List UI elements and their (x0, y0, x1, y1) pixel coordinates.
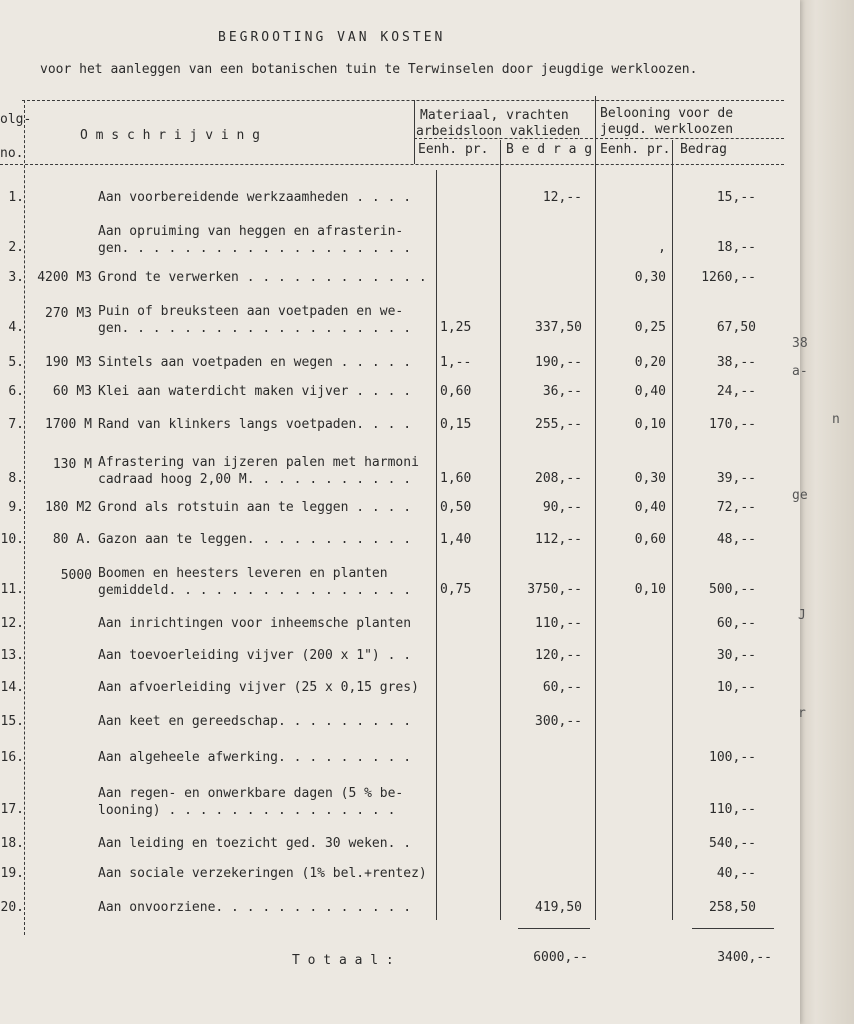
row-eenh-pr-materiaal: 1,25 (440, 320, 472, 335)
row-quantity: 1700 M (45, 417, 92, 432)
row-description: Aan regen- en onwerkbare dagen (5 % be- (98, 786, 404, 801)
row-number: 5. (8, 355, 24, 370)
total-materiaal: 6000,-- (533, 950, 588, 965)
header-omschrijving: O m s c h r i j v i n g (80, 128, 261, 143)
row-description: gen. . . . . . . . . . . . . . . . . . . (98, 321, 412, 336)
row-eenh-pr-materiaal: 0,50 (440, 500, 472, 515)
total-label: T o t a a l : (292, 953, 394, 968)
row-bedrag-belooning: 170,-- (709, 417, 756, 432)
row-eenh-pr-belooning: 0,10 (634, 417, 666, 432)
header-materiaal-1: Materiaal, vrachten (420, 108, 569, 123)
row-number: 10. (0, 532, 24, 547)
bleed-text: J (798, 608, 806, 623)
row-description: cadraad hoog 2,00 M. . . . . . . . . . . (98, 472, 412, 487)
bleed-text: 38 (792, 336, 808, 351)
row-description: Aan voorbereidende werkzaamheden . . . . (98, 190, 412, 205)
row-bedrag-materiaal: 36,-- (542, 384, 582, 399)
row-description: Boomen en heesters leveren en planten (98, 566, 388, 581)
row-quantity: 5000 (60, 568, 92, 583)
header-bottom-rule (0, 164, 784, 165)
row-description: Aan onvoorziene. . . . . . . . . . . . . (98, 900, 412, 915)
row-bedrag-belooning: 540,-- (709, 836, 756, 851)
row-bedrag-belooning: 39,-- (716, 471, 756, 486)
row-number: 1. (8, 190, 24, 205)
row-number: 9. (8, 500, 24, 515)
column-divider-desc (414, 100, 415, 164)
row-description: Grond als rotstuin aan te leggen . . . . (98, 500, 412, 515)
row-quantity: 270 M3 (45, 306, 92, 321)
row-number: 7. (8, 417, 24, 432)
row-number: 13. (0, 648, 24, 663)
row-eenh-pr-belooning: 0,60 (634, 532, 666, 547)
row-number: 8. (8, 471, 24, 486)
row-bedrag-materiaal: 120,-- (535, 648, 582, 663)
row-description: Aan afvoerleiding vijver (25 x 0,15 gres) (98, 680, 419, 695)
bleed-text: a- (792, 364, 808, 379)
row-number: 18. (0, 836, 24, 851)
header-belooning-1: Belooning voor de (600, 106, 734, 121)
row-eenh-pr-materiaal: 1,-- (440, 355, 472, 370)
row-description: Aan keet en gereedschap. . . . . . . . . (98, 714, 412, 729)
row-bedrag-belooning: 72,-- (716, 500, 756, 515)
document-subtitle: voor het aanleggen van een botanischen tuin te Terwinselen door jeugdige werkloozen. (40, 62, 698, 77)
header-eenh-pr-2: Eenh. pr. (600, 142, 671, 157)
header-bedrag-2: Bedrag (680, 142, 727, 157)
header-bedrag-1: B e d r a g (506, 142, 593, 157)
header-eenh-pr-1: Eenh. pr. (418, 142, 489, 157)
header-top-rule (22, 100, 784, 101)
row-bedrag-materiaal: 60,-- (542, 680, 582, 695)
row-bedrag-materiaal: 112,-- (535, 532, 582, 547)
row-bedrag-materiaal: 90,-- (542, 500, 582, 515)
document-title: BEGROOTING VAN KOSTEN (218, 30, 446, 45)
row-eenh-pr-belooning: 0,30 (634, 270, 666, 285)
row-description: Grond te verwerken . . . . . . . . . . . . (98, 270, 427, 285)
row-bedrag-belooning: 48,-- (716, 532, 756, 547)
row-number: 3. (8, 270, 24, 285)
row-number: 17. (0, 802, 24, 817)
row-bedrag-materiaal: 300,-- (535, 714, 582, 729)
row-bedrag-belooning: 100,-- (709, 750, 756, 765)
total-rule-b1 (518, 928, 590, 929)
row-eenh-pr-belooning: 0,20 (634, 355, 666, 370)
row-bedrag-belooning: 15,-- (716, 190, 756, 205)
row-quantity: 80 A. (52, 532, 92, 547)
row-bedrag-belooning: 38,-- (716, 355, 756, 370)
row-quantity: 180 M2 (45, 500, 92, 515)
row-bedrag-materiaal: 3750,-- (527, 582, 582, 597)
row-description: Aan sociale verzekeringen (1% bel.+rentez) (98, 866, 427, 881)
row-description: gemiddeld. . . . . . . . . . . . . . . . (98, 583, 412, 598)
row-number: 6. (8, 384, 24, 399)
row-bedrag-belooning: 110,-- (709, 802, 756, 817)
header-belooning-2: jeugd. werkloozen (600, 122, 734, 137)
header-materiaal-2: arbeidsloon vaklieden (416, 124, 581, 139)
row-bedrag-belooning: 67,50 (716, 320, 756, 335)
row-bedrag-belooning: 24,-- (716, 384, 756, 399)
row-eenh-pr-belooning: 0,30 (634, 471, 666, 486)
row-description: Aan opruiming van heggen en afrasterin- (98, 224, 404, 239)
row-bedrag-belooning: 1260,-- (701, 270, 756, 285)
row-number: 19. (0, 866, 24, 881)
row-bedrag-belooning: 258,50 (709, 900, 756, 915)
row-description: Aan leiding en toezicht ged. 30 weken. . (98, 836, 412, 851)
row-description: Afrastering van ijzeren palen met harmoni (98, 455, 419, 470)
row-eenh-pr-belooning: 0,40 (634, 384, 666, 399)
row-description: Sintels aan voetpaden en wegen . . . . . (98, 355, 412, 370)
row-eenh-pr-materiaal: 0,15 (440, 417, 472, 432)
row-bedrag-belooning: 10,-- (716, 680, 756, 695)
row-bedrag-belooning: 60,-- (716, 616, 756, 631)
total-belooning: 3400,-- (717, 950, 772, 965)
row-description: Gazon aan te leggen. . . . . . . . . . . (98, 532, 412, 547)
row-bedrag-materiaal: 12,-- (542, 190, 582, 205)
row-eenh-pr-materiaal: 0,75 (440, 582, 472, 597)
row-number: 16. (0, 750, 24, 765)
row-description: Klei aan waterdicht maken vijver . . . . (98, 384, 412, 399)
row-bedrag-materiaal: 337,50 (535, 320, 582, 335)
row-quantity: 4200 M3 (37, 270, 92, 285)
row-eenh-pr-materiaal: 1,40 (440, 532, 472, 547)
row-eenh-pr-belooning: , (658, 240, 666, 255)
column-divider-volgno (24, 100, 25, 935)
bleed-text: n (832, 412, 840, 427)
row-number: 2. (8, 240, 24, 255)
row-quantity: 60 M3 (52, 384, 92, 399)
row-description: gen. . . . . . . . . . . . . . . . . . . (98, 241, 412, 256)
row-number: 12. (0, 616, 24, 631)
row-description: looning) . . . . . . . . . . . . . . . (98, 803, 396, 818)
row-bedrag-materiaal: 208,-- (535, 471, 582, 486)
row-quantity: 130 M (52, 457, 92, 472)
row-bedrag-materiaal: 419,50 (535, 900, 582, 915)
row-bedrag-materiaal: 255,-- (535, 417, 582, 432)
row-eenh-pr-belooning: 0,40 (634, 500, 666, 515)
column-divider-ep1 (436, 170, 437, 920)
row-number: 11. (0, 582, 24, 597)
row-eenh-pr-materiaal: 1,60 (440, 471, 472, 486)
row-number: 14. (0, 680, 24, 695)
row-description: Puin of breuksteen aan voetpaden en we- (98, 304, 404, 319)
header-volgno-2: no. (0, 146, 24, 161)
total-rule-b2 (692, 928, 774, 929)
row-description: Rand van klinkers langs voetpaden. . . . (98, 417, 412, 432)
row-bedrag-belooning: 500,-- (709, 582, 756, 597)
row-bedrag-belooning: 18,-- (716, 240, 756, 255)
bleed-text: ge (792, 488, 808, 503)
row-bedrag-materiaal: 110,-- (535, 616, 582, 631)
row-description: Aan inrichtingen voor inheemsche planten (98, 616, 412, 631)
row-number: 20. (0, 900, 24, 915)
header-volgno-1: olg- (0, 112, 32, 127)
row-bedrag-belooning: 40,-- (716, 866, 756, 881)
row-number: 4. (8, 320, 24, 335)
row-description: Aan algeheele afwerking. . . . . . . . . (98, 750, 412, 765)
row-bedrag-belooning: 30,-- (716, 648, 756, 663)
row-eenh-pr-belooning: 0,10 (634, 582, 666, 597)
row-description: Aan toevoerleiding vijver (200 x 1") . . (98, 648, 412, 663)
row-eenh-pr-belooning: 0,25 (634, 320, 666, 335)
column-divider-group (595, 96, 596, 920)
row-quantity: 190 M3 (45, 355, 92, 370)
row-number: 15. (0, 714, 24, 729)
bleed-text: r (798, 706, 806, 721)
column-divider-b1-left (500, 140, 501, 920)
row-eenh-pr-materiaal: 0,60 (440, 384, 472, 399)
row-bedrag-materiaal: 190,-- (535, 355, 582, 370)
